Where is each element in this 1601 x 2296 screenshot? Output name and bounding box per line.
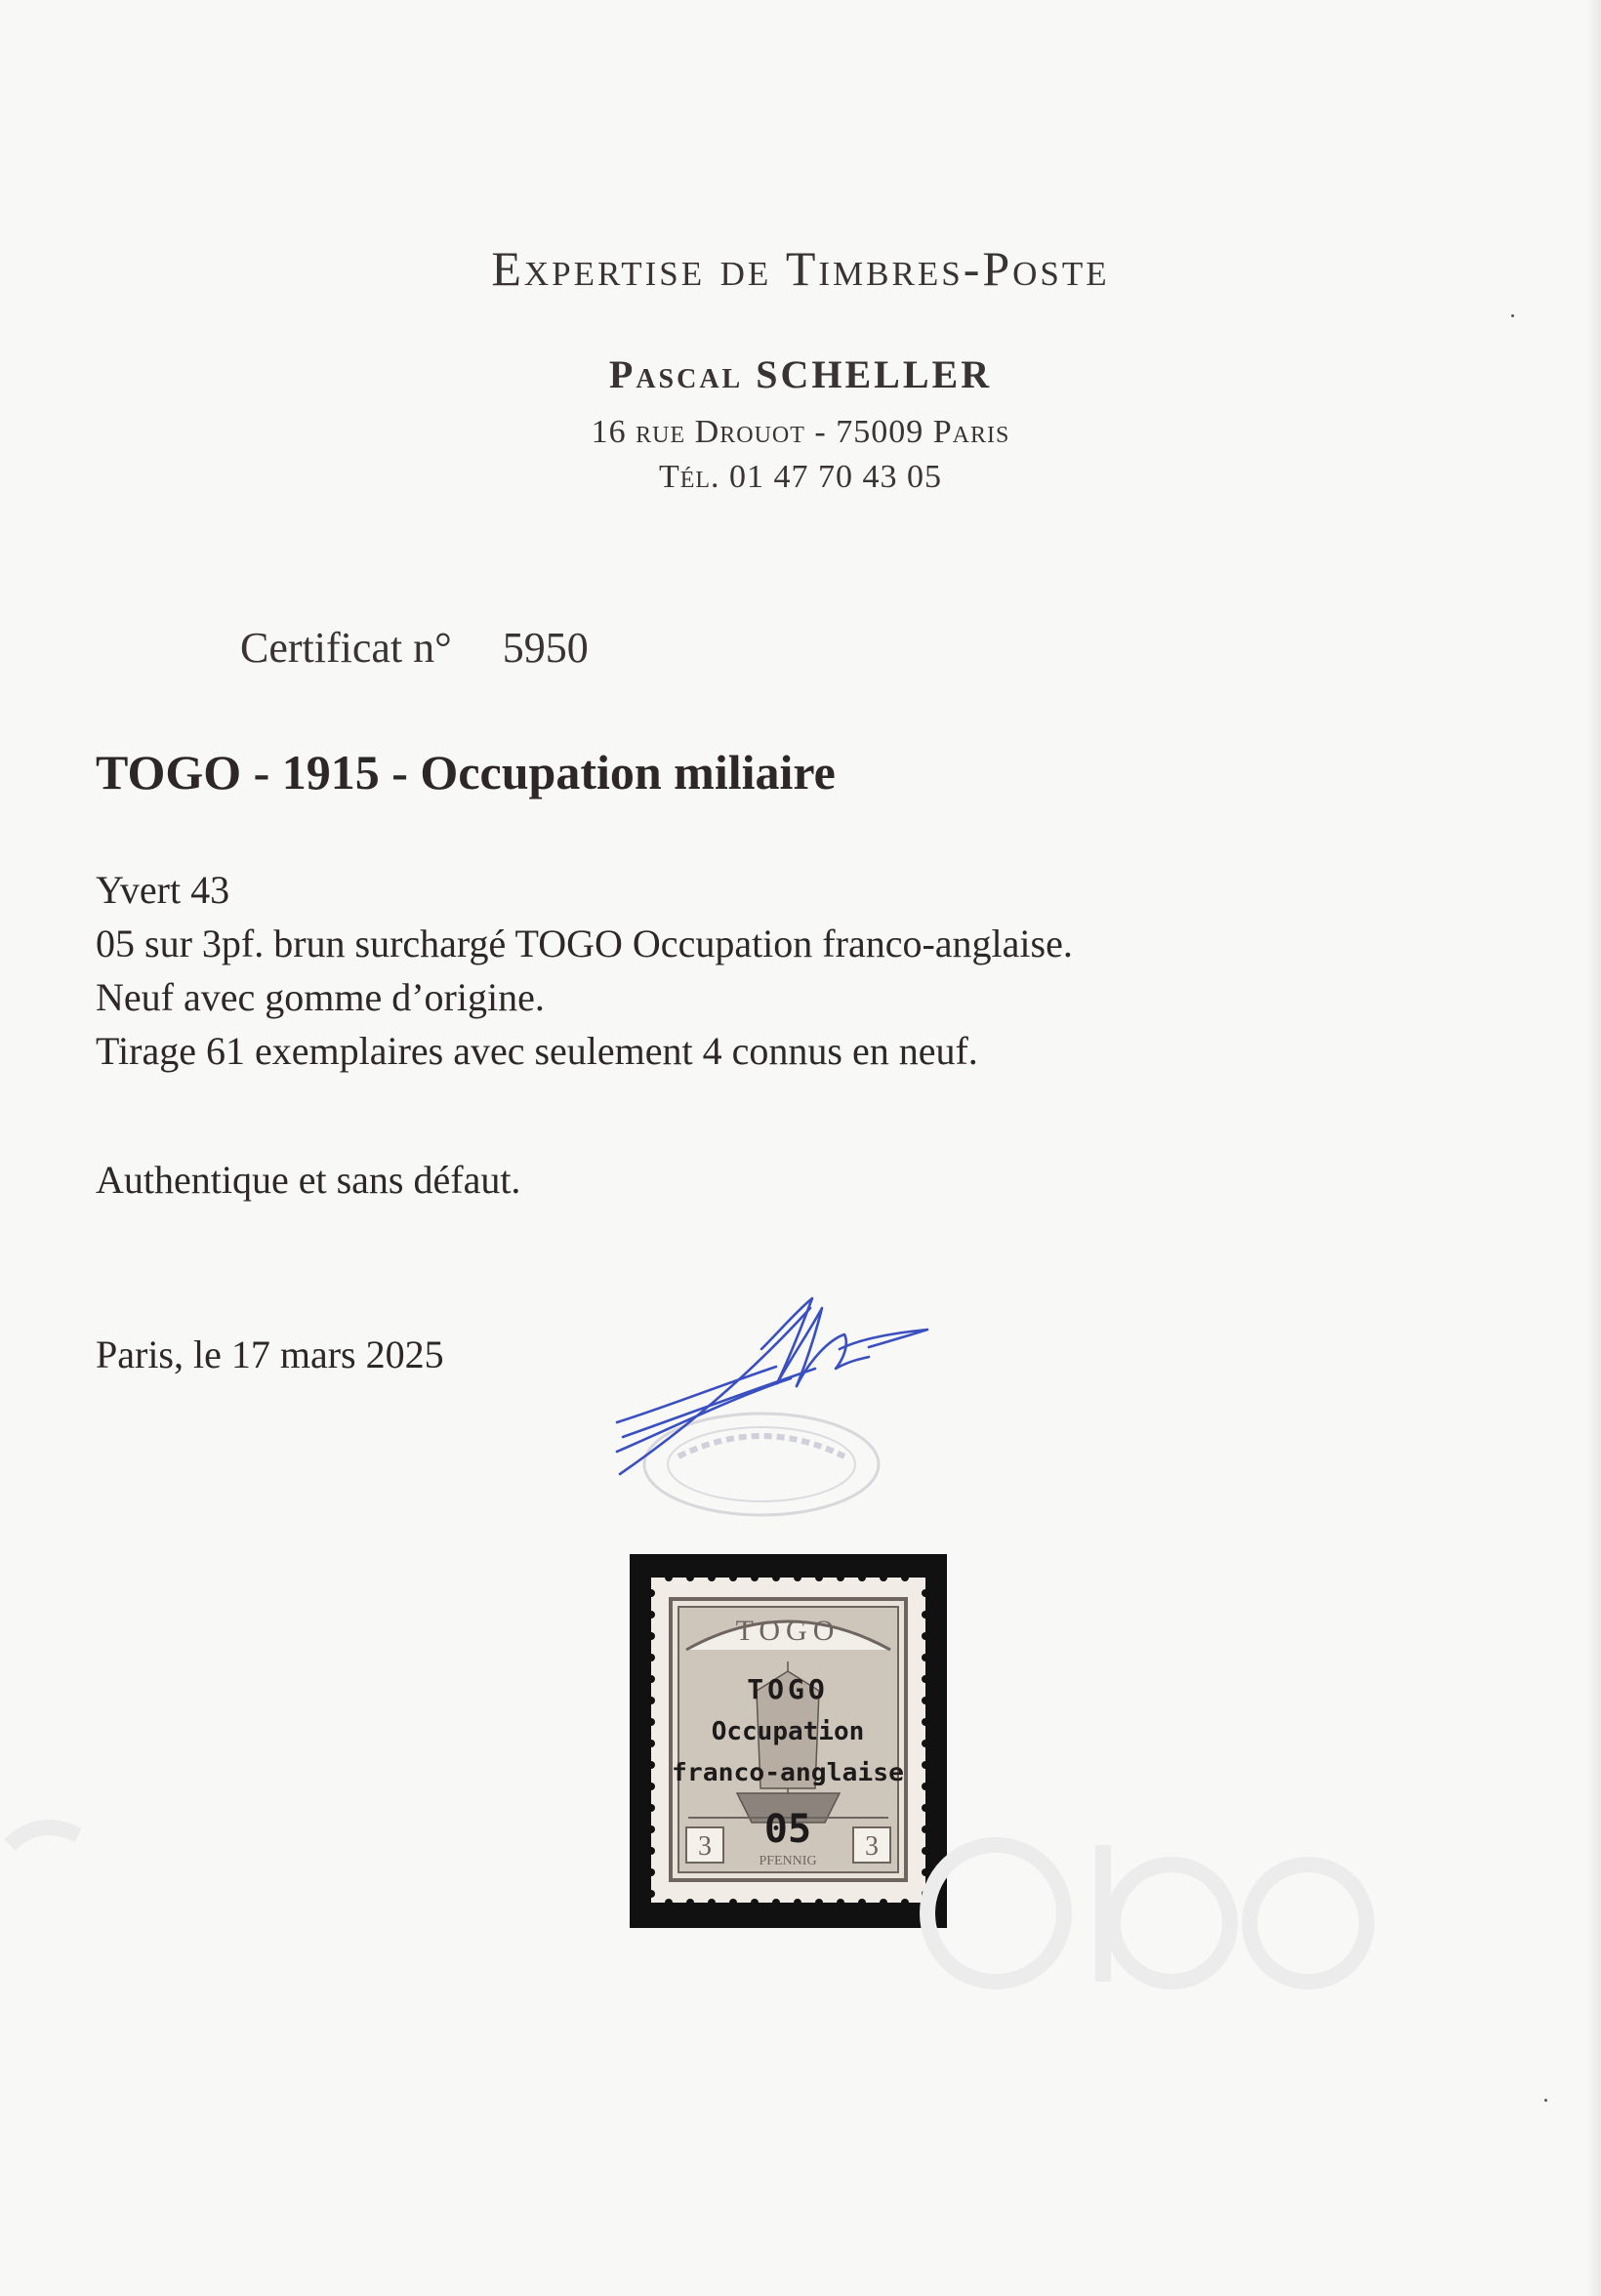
stamp-subject-heading: TOGO - 1915 - Occupation miliaire: [96, 745, 836, 800]
overprint-line-2: Occupation: [711, 1717, 865, 1746]
description-line: 05 sur 3pf. brun surchargé TOGO Occupation franco-anglaise.: [96, 922, 1073, 965]
stamp-top-text: TOGO: [735, 1615, 841, 1647]
paper-speck: [1511, 314, 1514, 317]
description-line: Neuf avec gomme d’origine.: [96, 975, 545, 1019]
overprint-line-3: franco-anglaise: [672, 1758, 904, 1786]
description-line: Yvert 43: [96, 868, 230, 912]
stamp-description: [96, 863, 1073, 1078]
certificate-number-line: [240, 623, 589, 673]
expert-address: 16 rue Drouot - 75009 Paris: [591, 414, 1010, 450]
stamp-denomination-text: PFENNIG: [759, 1854, 817, 1868]
stamp-value-left: 3: [698, 1831, 712, 1862]
handwritten-signature: [605, 1291, 947, 1486]
overprint-value: 05: [763, 1807, 812, 1852]
paper-speck: [1544, 2099, 1547, 2102]
description-line: Tirage 61 exemplaires avec seulement 4 connus en neuf.: [96, 1029, 978, 1073]
background-watermark: [0, 1786, 1601, 2040]
expert-phone: Tél. 01 47 70 43 05: [658, 459, 943, 495]
stamp-value-right: 3: [865, 1831, 879, 1862]
certificate-number: 5950: [502, 624, 589, 672]
verdict-text: Authentique et sans défaut.: [96, 1158, 521, 1202]
certificate-label: Certificat n°: [240, 624, 452, 672]
place-date: Paris, le 17 mars 2025: [96, 1332, 444, 1376]
overprint-line-1: TOGO: [747, 1673, 829, 1705]
expert-name: Pascal SCHELLER: [608, 352, 993, 396]
document-title: Expertise de Timbres-Poste: [491, 241, 1110, 296]
